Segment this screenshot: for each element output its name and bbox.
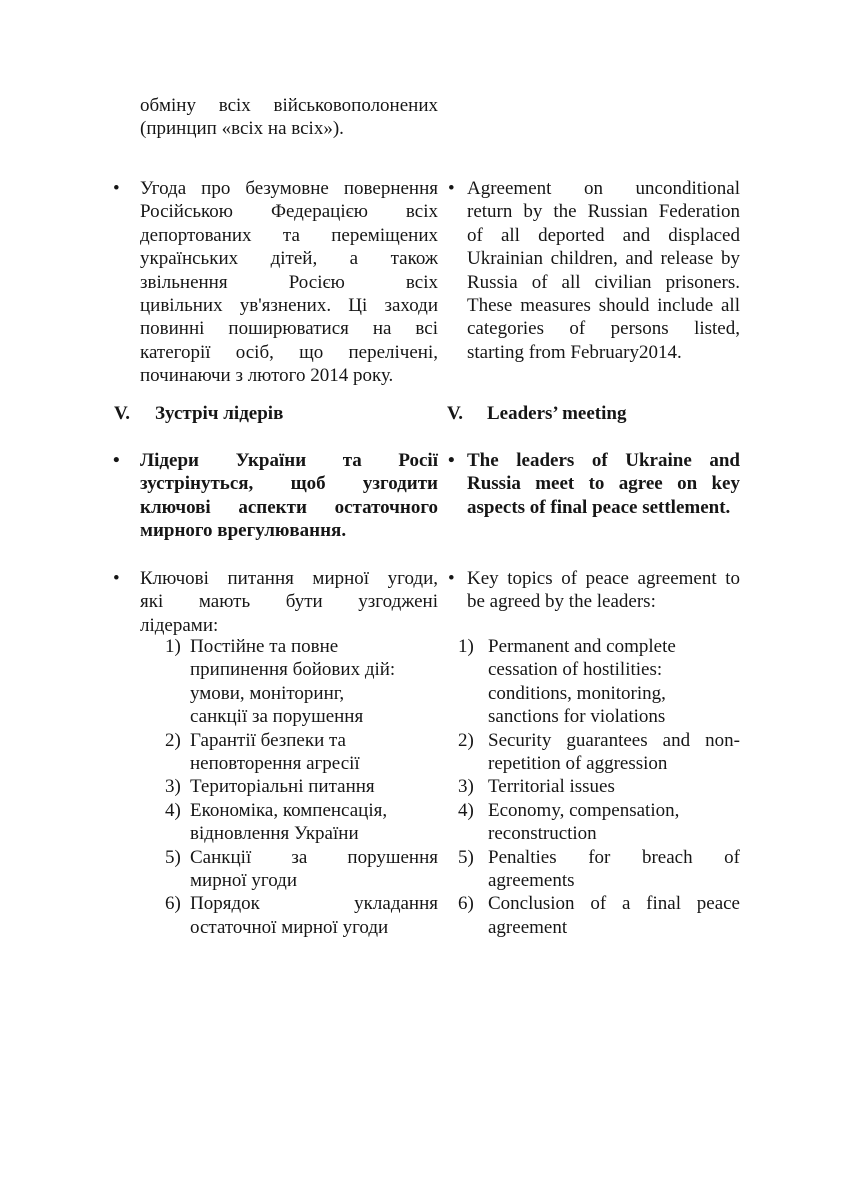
- text-line: be agreed by the leaders:: [467, 591, 656, 613]
- bullet-icon: •: [113, 178, 120, 199]
- paragraph: [467, 449, 740, 519]
- bullet-icon: •: [448, 450, 455, 471]
- text-line: These measures should include all: [467, 295, 740, 317]
- paragraph: [467, 567, 740, 614]
- text-line: Key topics of peace agreement to: [467, 568, 740, 589]
- text-line: припинення бойових дій:: [190, 659, 396, 681]
- text-line: agreement: [488, 916, 568, 938]
- list-item: [165, 775, 438, 798]
- text-line: conditions, monitoring,: [488, 682, 666, 704]
- item-number: 3): [458, 776, 474, 798]
- item-number: 5): [165, 846, 181, 868]
- text-line: reconstruction: [488, 823, 597, 845]
- text-line: categories of persons listed,: [467, 318, 740, 340]
- list-item: [165, 635, 438, 729]
- text-line: repetition of aggression: [488, 753, 668, 775]
- item-number: 1): [458, 636, 474, 657]
- text-line: умови, моніторинг,: [190, 682, 345, 704]
- list-item: [458, 892, 740, 939]
- children-return-agreement-right: [447, 177, 740, 364]
- text-line: Лідери України та Росії: [140, 450, 438, 471]
- section-v-heading-right: [447, 402, 740, 425]
- item-number: 4): [165, 799, 181, 821]
- list-item: [458, 729, 740, 776]
- text-line: Економіка, компенсація,: [190, 799, 388, 821]
- text-line: Російською Федерацією всіх: [140, 201, 438, 223]
- text-line: зустрінуться, щоб узгодити: [140, 473, 438, 495]
- text-line: починаючи з лютого 2014 року.: [140, 365, 394, 387]
- text-line: Санкції за порушення: [190, 846, 438, 868]
- text-line: Порядок укладання: [190, 893, 438, 915]
- item-number: 2): [165, 729, 181, 751]
- text-line: повинні поширюватися на всі: [140, 318, 438, 340]
- text-line: Гарантії безпеки та: [190, 729, 346, 751]
- text-line: Ukrainian children, and release by: [467, 248, 740, 270]
- text-line: agreements: [488, 870, 575, 892]
- section-title: Зустріч лідерів: [155, 403, 284, 424]
- section-v-heading-left: [112, 402, 438, 425]
- bullet-icon: •: [113, 450, 120, 471]
- leaders-meeting-bullet-right: [447, 449, 740, 519]
- paragraph: [140, 177, 438, 388]
- text-line: обміну всіх військовополонених: [140, 95, 438, 116]
- text-line: Conclusion of a final peace: [488, 893, 740, 915]
- key-topics-list-right: [447, 635, 740, 939]
- text-line: Russia meet to agree on key: [467, 473, 740, 495]
- paragraph: [467, 177, 740, 364]
- item-number: 6): [165, 893, 181, 915]
- text-line: Permanent and complete: [488, 636, 676, 657]
- key-topics-intro-right: [447, 567, 740, 614]
- item-number: 5): [458, 846, 474, 868]
- text-line: starting from February2014.: [467, 341, 682, 363]
- children-return-agreement-left: [112, 177, 438, 388]
- paragraph: [140, 449, 438, 543]
- section-title: Leaders’ meeting: [487, 403, 627, 424]
- section-number: V.: [114, 403, 131, 424]
- list-item: [165, 729, 438, 776]
- bullet-icon: •: [448, 568, 455, 589]
- list-item: [165, 846, 438, 893]
- bullet-icon: •: [113, 568, 120, 589]
- text-line: aspects of final peace settlement.: [467, 496, 731, 518]
- key-topics-list-left: [112, 635, 438, 939]
- text-line: санкції за порушення: [190, 706, 364, 728]
- text-line: return by the Russian Federation: [467, 201, 740, 223]
- text-line: цивільних ув'язнених. Ці заходи: [140, 295, 438, 317]
- text-line: Penalties for breach of: [488, 846, 740, 868]
- text-line: The leaders of Ukraine and: [467, 450, 740, 471]
- item-number: 2): [458, 729, 474, 751]
- text-line: депортованих та переміщених: [140, 224, 438, 246]
- text-line: ключові аспекти остаточного: [140, 496, 438, 518]
- list-item: [458, 775, 740, 798]
- item-number: 4): [458, 799, 474, 821]
- text-line: Постійне та повне: [190, 636, 339, 657]
- text-line: (принцип «всіх на всіх»).: [140, 118, 344, 140]
- paragraph: [140, 94, 438, 141]
- text-line: Security guarantees and non-: [488, 729, 740, 751]
- list-item: [458, 799, 740, 846]
- text-line: неповторення агресії: [190, 753, 360, 775]
- text-line: Economy, compensation,: [488, 799, 680, 821]
- text-line: які мають бути узгоджені: [140, 591, 438, 613]
- list-item: [458, 635, 740, 729]
- text-line: категорії осіб, що перелічені,: [140, 341, 438, 363]
- text-line: of all deported and displaced: [467, 224, 740, 246]
- text-line: мирного врегулювання.: [140, 520, 347, 542]
- text-line: Agreement on unconditional: [467, 178, 740, 199]
- text-line: Угода про безумовне повернення: [140, 178, 438, 199]
- key-topics-intro-left: [112, 567, 438, 637]
- item-number: 6): [458, 893, 474, 915]
- text-line: Russia of all civilian prisoners.: [467, 271, 740, 293]
- bullet-icon: •: [448, 178, 455, 199]
- list-item: [165, 892, 438, 939]
- text-line: cessation of hostilities:: [488, 659, 663, 681]
- text-line: українських дітей, а також: [140, 248, 438, 270]
- text-line: відновлення України: [190, 823, 359, 845]
- text-line: Ключові питання мирної угоди,: [140, 568, 438, 589]
- section-number: V.: [447, 403, 464, 424]
- text-line: лідерами:: [140, 614, 219, 636]
- item-number: 3): [165, 776, 181, 798]
- leaders-meeting-bullet-left: [112, 449, 438, 543]
- pow-exchange-continuation-left: [112, 94, 438, 141]
- item-number: 1): [165, 636, 181, 657]
- text-line: мирної угоди: [190, 870, 297, 892]
- text-line: звільнення Росією всіх: [140, 271, 438, 293]
- text-line: остаточної мирної угоди: [190, 916, 389, 938]
- text-line: sanctions for violations: [488, 706, 666, 728]
- list-item: [458, 846, 740, 893]
- paragraph: [140, 567, 438, 637]
- text-line: Territorial issues: [488, 776, 615, 798]
- list-item: [165, 799, 438, 846]
- text-line: Територіальні питання: [190, 776, 375, 798]
